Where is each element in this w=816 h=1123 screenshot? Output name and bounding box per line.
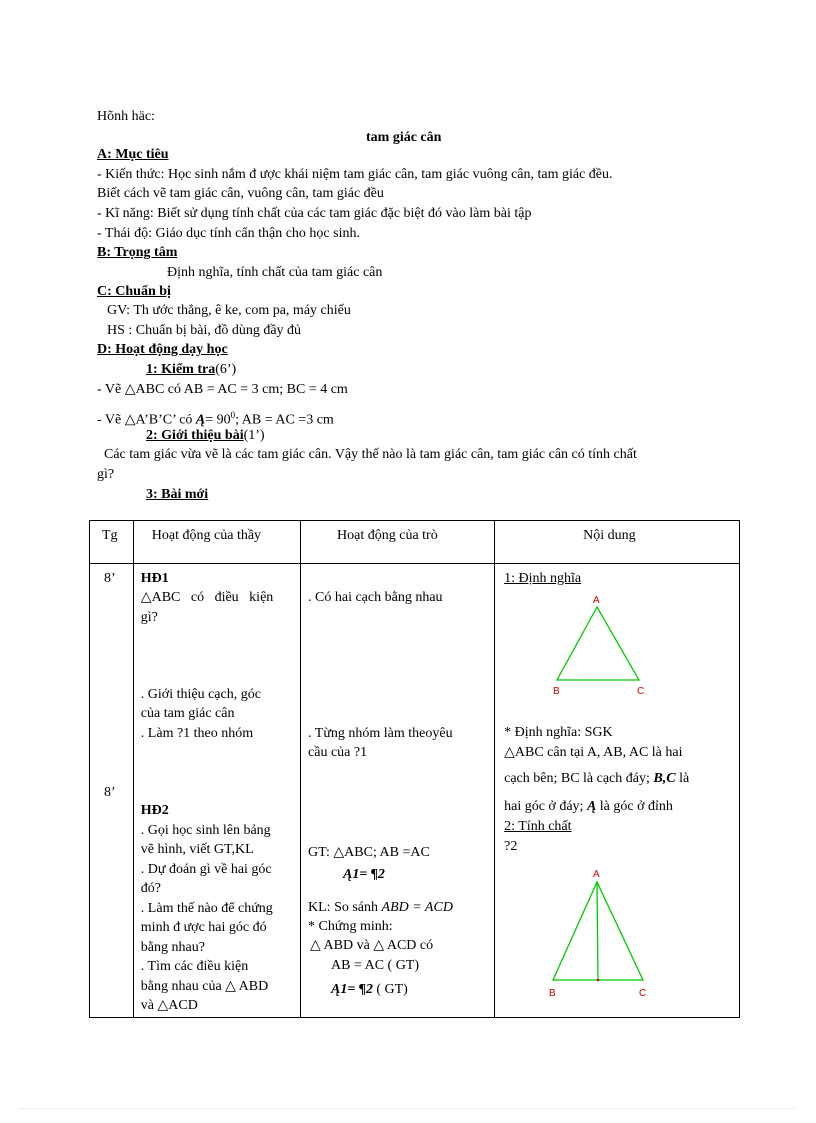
definition-heading: 1: Định nghĩa <box>504 571 582 586</box>
triangle-symbol-icon: △ <box>124 412 136 428</box>
section-b-line: Định nghĩa, tính chất của tam giác cân <box>167 265 383 280</box>
triangle-symbol-icon: △ <box>157 998 169 1013</box>
section-c-line: GV: Th ước thẳng, ê ke, com pa, máy chiếu <box>107 303 351 318</box>
triangle-symbol-icon: △ <box>310 938 321 953</box>
property-heading: 2: Tính chất <box>504 819 572 834</box>
time-cell: 8’ <box>104 785 116 800</box>
lesson-table <box>89 520 740 1018</box>
bai-moi-heading: 3: Bài mới <box>146 487 209 502</box>
teacher-line: đó? <box>140 881 162 896</box>
teacher-line: . Làm ?1 theo nhóm <box>140 726 254 741</box>
student-line: AB = AC ( GT) <box>331 958 420 973</box>
vertex-label: B <box>549 988 556 999</box>
student-line: * Chứng minh: <box>308 919 393 934</box>
section-d-heading: D: Hoạt động dạy học <box>97 342 228 357</box>
isosceles-triangle-median-figure <box>545 864 655 1004</box>
page-title: tam giác cân <box>366 130 442 145</box>
midpoint-dot <box>597 979 600 982</box>
content-line: cạch bên; BC là cạch đáy; B,C là <box>504 771 690 786</box>
triangle-symbol-icon: △ <box>504 745 515 760</box>
section-c-heading: C: Chuẩn bị <box>97 284 171 299</box>
vertex-label: C <box>639 988 647 999</box>
teacher-line: △ABC có điều kiện <box>140 590 274 605</box>
student-line: GT: △ABC; AB =AC <box>308 845 430 860</box>
kiem-tra-line: - Vẽ △ABC có AB = AC = 3 cm; BC = 4 cm <box>97 382 348 397</box>
col-header-student: Hoạt động của trò <box>337 528 438 543</box>
angle-fragment: Ą <box>195 412 206 428</box>
student-line: Ą1= ¶2 ( GT) <box>331 982 408 997</box>
vertex-label: A <box>593 869 600 880</box>
col-header-tg: Tg <box>102 528 118 543</box>
table-header-row <box>90 521 740 564</box>
teacher-line: . Gọi học sinh lên bảng <box>140 823 271 838</box>
content-line: * Định nghĩa: SGK <box>504 725 613 740</box>
teacher-line: bằng nhau? <box>140 940 205 955</box>
vertex-label: A <box>593 595 600 606</box>
table-row <box>90 564 740 1018</box>
student-line: KL: So sánh ABD = ACD <box>308 900 453 915</box>
kiem-tra-line: - Vẽ △A’B’C’ có Ą= $90^0$; AB = AC =3 cm <box>97 410 334 428</box>
section-b-heading: B: Trọng tâm <box>97 245 178 260</box>
content-line: hai góc ở đáy; Ą là góc ở đỉnh <box>504 799 673 814</box>
content-line: ?2 <box>504 839 518 854</box>
teacher-line: . Tìm các điều kiện <box>140 959 249 974</box>
teacher-line: . Dự đoán gì về hai góc <box>140 862 272 877</box>
kiem-tra-heading: 1: Kiểm tra(6’) <box>146 362 237 377</box>
teacher-line: và △ACD <box>140 998 198 1013</box>
col-header-content: Nội dung <box>583 528 636 543</box>
isosceles-triangle-figure <box>545 592 655 702</box>
section-a-line: Biết cách vẽ tam giác cân, vuông cân, tam giác đều <box>97 186 384 201</box>
triangle-symbol-icon: △ <box>140 590 152 605</box>
subject-label: Hõnh häc: <box>97 109 155 124</box>
median-line <box>597 882 598 980</box>
student-line: cầu của ?1 <box>308 745 368 760</box>
triangle-symbol-icon: △ <box>333 845 345 860</box>
vertex-label: C <box>637 686 645 697</box>
teacher-line: bằng nhau của △ ABD <box>140 979 269 994</box>
section-a-heading: A: Mục tiêu <box>97 147 169 162</box>
section-a-line: - Thái độ: Giáo dục tính cẩn thận cho học sinh. <box>97 226 360 241</box>
triangle-symbol-icon: △ <box>373 938 385 953</box>
time-cell: 8’ <box>104 571 116 586</box>
gioi-thieu-line: gì? <box>97 467 115 482</box>
vertex-label: B <box>553 686 560 697</box>
hd2-label: HĐ2 <box>140 803 169 818</box>
angle-fragment: B,C <box>653 771 676 786</box>
teacher-line: vẽ hình, viết GT,KL <box>140 842 254 857</box>
angle-fragment: Ą1= ¶2 <box>331 982 373 997</box>
teacher-line: . Giới thiệu cạch, góc <box>140 687 261 702</box>
triangle-outline <box>557 607 639 680</box>
student-line: . Từng nhóm làm theoyêu <box>308 726 453 741</box>
hd1-label: HĐ1 <box>140 571 169 586</box>
content-line: △ABC cân tại A, AB, AC là hai <box>504 745 683 760</box>
triangle-symbol-icon: △ <box>225 979 236 994</box>
gioi-thieu-line: Các tam giác vừa vẽ là các tam giác cân. Vậy thế nào là tam giác cân, tam giác cân có tính chất <box>104 447 637 462</box>
teacher-line: của tam giác cân <box>140 706 235 721</box>
angle-fragment: Ą1= ¶2 <box>343 867 385 882</box>
teacher-line: minh đ ược hai góc đó <box>140 920 267 935</box>
teacher-line: gì? <box>140 610 158 625</box>
gioi-thieu-heading: 2: Giới thiệu bài(1’) <box>146 428 265 443</box>
teacher-line: . Làm thế nào để chứng <box>140 901 273 916</box>
col-header-teacher: Hoạt động của thầy <box>151 528 262 543</box>
section-c-line: HS : Chuẩn bị bài, đồ dùng đầy đủ <box>107 323 302 338</box>
page-bottom-divider <box>20 1108 796 1109</box>
student-line: △ ABD và △ ACD có <box>310 938 434 953</box>
student-line: . Có hai cạch bằng nhau <box>308 590 443 605</box>
section-a-line: - Kiến thức: Học sinh nắm đ ược khái niệm tam giác cân, tam giác vuông cân, tam giác đều. <box>97 167 613 182</box>
angle-fragment: Ą <box>586 799 597 814</box>
triangle-symbol-icon: △ <box>124 382 136 397</box>
section-a-line: - Kĩ năng: Biết sử dụng tính chất của các tam giác đặc biệt đó vào làm bài tập <box>97 206 532 221</box>
